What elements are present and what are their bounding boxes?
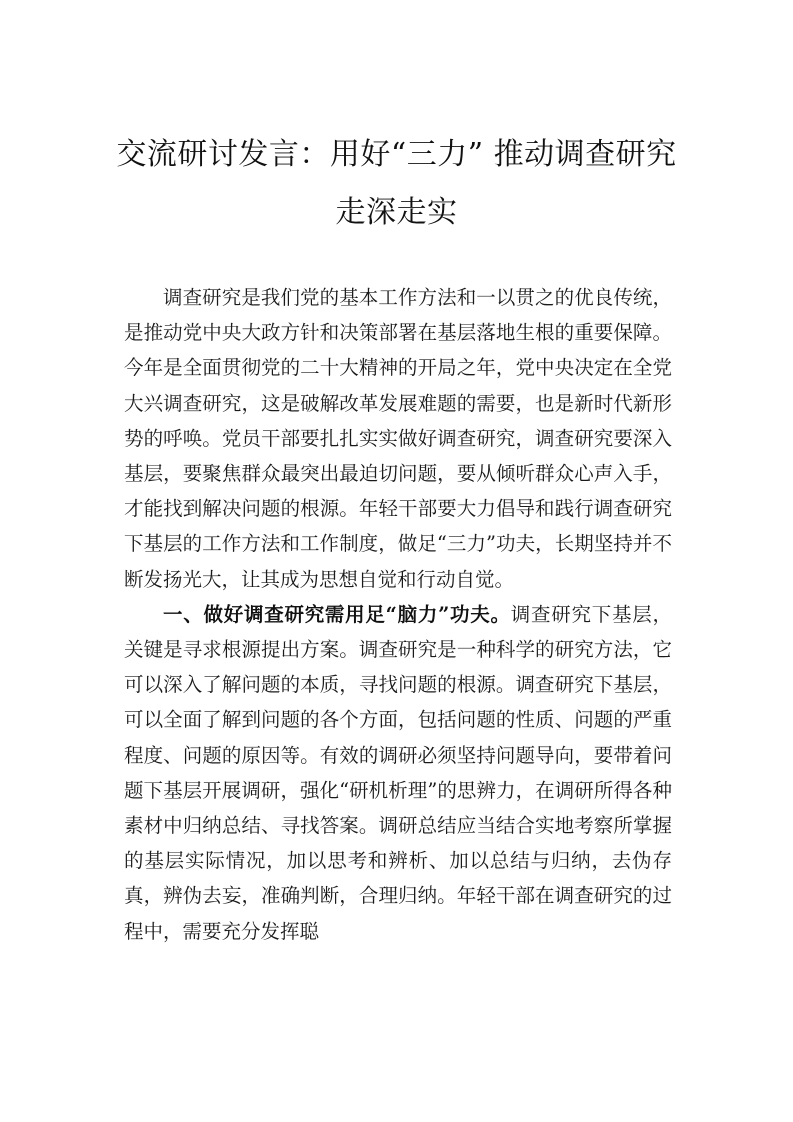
document-title-line-1: 交流研讨发言：用好“三力” 推动调查研究 — [116, 137, 677, 172]
document-title-line-2: 走深走实 — [335, 195, 458, 230]
body-paragraph-2 — [124, 597, 672, 949]
paragraph-1-text: 调查研究是我们党的基本工作方法和一以贯之的优良传统，是推动党中央大政方针和决策部署在基层落地生根的重要保障。今年是全面贯彻党的二十大精神的开局之年，党中央决定在全党大兴调查研究，这是破解改革发展难题的需要，也是新时代新形势的呼唤。党员干部要扎扎实实做好调查研究，调查研究要深入基层，要聚焦群众最突出最迫切问题，要从倾听群众心声入手，才能找到解决问题的根源。年轻干部要大力倡导和践行调查研究下基层的工作方法和工作制度，做足“三力”功夫，长期坚持并不断发扬光大，让其成为思想自觉和行动自觉。 — [124, 286, 672, 591]
body-paragraph-1 — [124, 280, 672, 597]
paragraph-2-text: 调查研究下基层，关键是寻求根源提出方案。调查研究是一种科学的研究方法，它可以深入了解问题的本质，寻找问题的根源。调查研究下基层，可以全面了解到问题的各个方面，包括问题的性质、问题的严重程度、问题的原因等。有效的调研必须坚持问题导向，要带着问题下基层开展调研，强化“研机析理”的思辨力，在调研所得各种素材中归纳总结、寻找答案。调研总结应当结合实地考察所掌握的基层实际情况，加以思考和辨析、加以总结与归纳，去伪存真，辨伪去妄，准确判断，合理归纳。年轻干部在调查研究的过程中，需要充分发挥聪 — [124, 602, 672, 943]
document-body — [124, 280, 672, 949]
section-heading-brainpower: 一、做好调查研究需用足“脑力”功夫。 — [163, 602, 511, 626]
